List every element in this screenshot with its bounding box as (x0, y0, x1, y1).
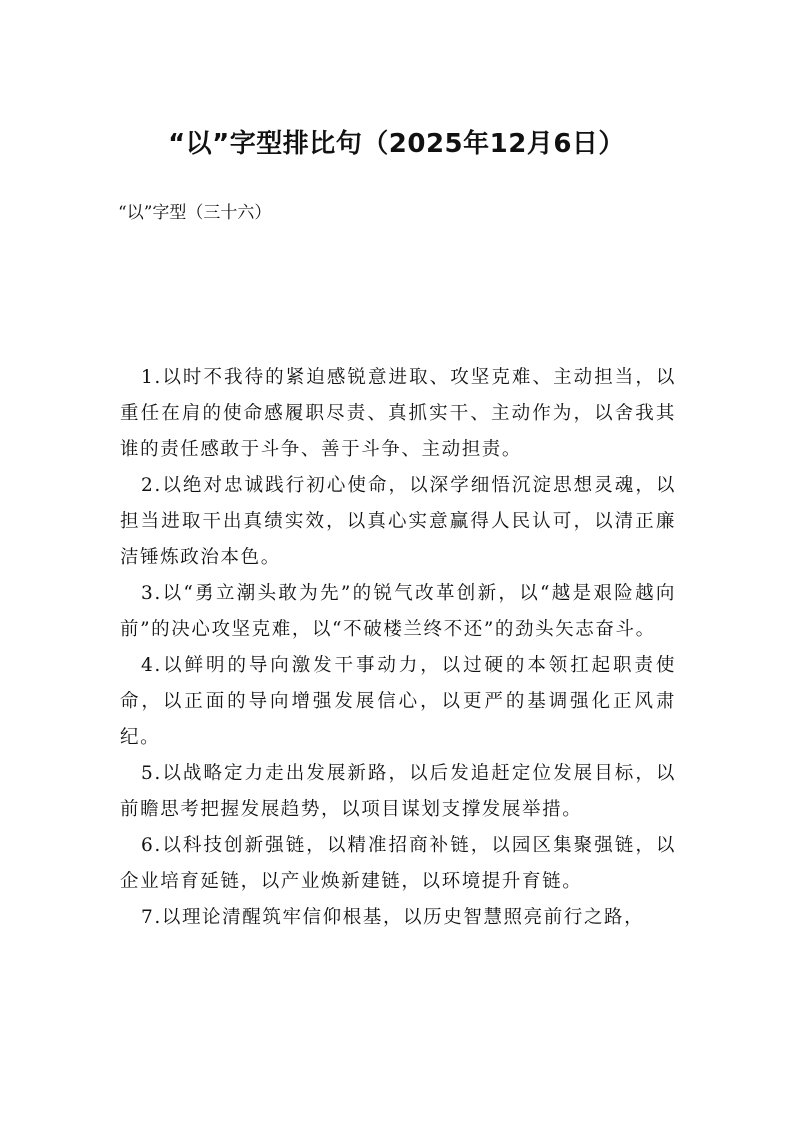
paragraph-7: 7.以理论清醒筑牢信仰根基，以历史智慧照亮前行之路， (141, 907, 645, 928)
paragraph-3: 3.以“勇立潮头敢为先”的锐气改革创新，以“越是艰险越向前”的决心攻坚克难，以“不破楼兰终不还”的劲头矢志奋斗。 (120, 583, 676, 640)
paragraph-5: 5.以战略定力走出发展新路，以后发追赶定位发展目标，以前瞻思考把握发展趋势，以项目谋划支撑发展举措。 (120, 763, 676, 820)
document-subtitle: “以”字型（三十六） (118, 203, 272, 223)
document-title: “以”字型排比句（2025年12月6日） (168, 129, 625, 159)
document-body (120, 360, 676, 936)
paragraph-1: 1.以时不我待的紧迫感锐意进取、攻坚克难、主动担当，以重任在肩的使命感履职尽责、真抓实干、主动作为，以舍我其谁的责任感敢于斗争、善于斗争、主动担责。 (120, 367, 676, 460)
paragraph-6: 6.以科技创新强链，以精准招商补链，以园区集聚强链，以企业培育延链，以产业焕新建链，以环境提升育链。 (120, 835, 676, 892)
paragraph-2: 2.以绝对忠诚践行初心使命，以深学细悟沉淀思想灵魂，以担当进取干出真绩实效，以真心实意赢得人民认可，以清正廉洁锤炼政治本色。 (120, 475, 676, 568)
paragraph-4: 4.以鲜明的导向激发干事动力，以过硬的本领扛起职责使命，以正面的导向增强发展信心，以更严的基调强化正风肃纪。 (120, 655, 676, 748)
